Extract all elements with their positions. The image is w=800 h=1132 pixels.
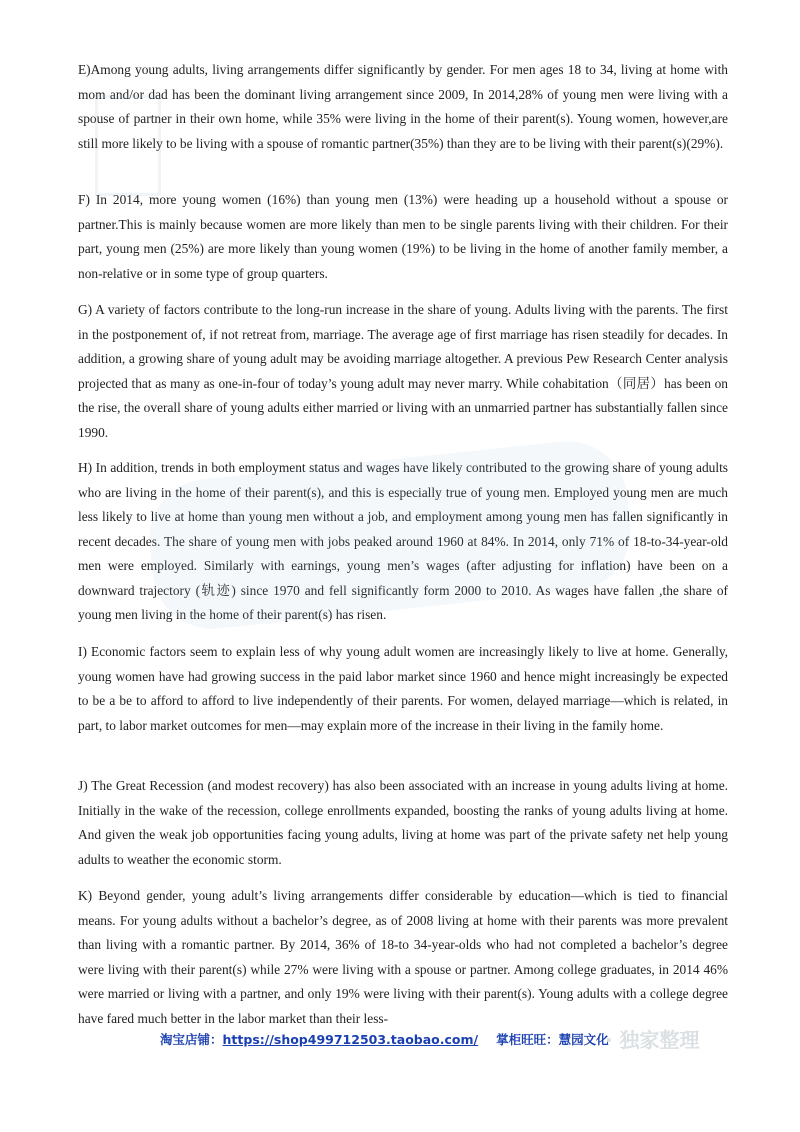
paragraph-k-text: K) Beyond gender, young adult’s living arrangements differ considerable by education—which is tied to financial means. For young adults without a bachelor’s degree, as of 2008 living at home with their parents was more prevalent than living with a romantic partner. By 2014, 36% of 18-to 34-year-olds who had not completed a bachelor’s degree were living with their parent(s) while 27% were living with a spouse or partner. Among college graduates, in 2014 46% were married or living with a partner, and only 19% were living with their parent(s). Young adults with a college degree have fared much better in the labor market than their less- bbox=[78, 888, 728, 1026]
paragraph-f-text: F) In 2014, more young women (16%) than young men (13%) were heading up a household without a spouse or partner.This is mainly because women are more likely than men to be single parents living with their children. For their part, young men (25%) are more likely than young women (19%) to be living in the home of another family member, a non-relative or in some type of group quarters. bbox=[78, 192, 728, 281]
paragraph-i-text: I) Economic factors seem to explain less of why young adult women are increasingly likely to live at home. Generally, young women have had growing success in the paid labor market since 1960 and hence might increasingly be expected to be a be to afford to afford to live independently of their parents. For women, delayed marriage—which is related, in part, to labor market outcomes for men—may explain more of the increase in their living in the family home. bbox=[78, 644, 728, 733]
footer-shop-link[interactable]: https://shop499712503.taobao.com/ bbox=[222, 1032, 479, 1047]
footer-watermark: · 独家整理 bbox=[605, 1028, 700, 1052]
paragraph-k bbox=[78, 884, 728, 1031]
paragraph-h-text: H) In addition, trends in both employment status and wages have likely contributed to the growing share of young adults who are living in the home of their parent(s), and this is especially true of young men. Employed young men are much less likely to live at home than young men without a job, and employment among young men has fallen significantly in recent decades. The share of young men with jobs peaked around 1960 at 84%. In 2014, only 71% of 18-to-34-year-old men were employed. Similarly with earnings, young men’s wages (after adjusting for inflation) have been on a downward trajectory (轨迹) since 1970 and fell significantly form 2000 to 2010. As wages have fallen ,the share of young men living in the home of their parent(s) has risen. bbox=[78, 460, 728, 622]
paragraph-j-text: J) The Great Recession (and modest recovery) has also been associated with an increase in young adults living at home. Initially in the wake of the recession, college enrollments expanded, boosting the ranks of young adults living at home. And given the weak job opportunities facing young adults, living at home was part of the private safety net help young adults to weather the economic storm. bbox=[78, 778, 728, 867]
paragraph-j bbox=[78, 774, 728, 872]
paragraph-e bbox=[78, 58, 728, 156]
paragraph-h bbox=[78, 456, 728, 628]
footer-bar bbox=[160, 1030, 609, 1048]
paragraph-f bbox=[78, 188, 728, 286]
footer-owner-label: 掌柜旺旺： bbox=[496, 1032, 559, 1047]
footer-owner-name: 慧园文化 bbox=[558, 1032, 609, 1047]
paragraph-i bbox=[78, 640, 728, 738]
footer-shop-label: 淘宝店铺： bbox=[160, 1032, 223, 1047]
paragraph-g-text: G) A variety of factors contribute to the long-run increase in the share of young. Adults living with the parents. The first in the postponement of, if not retreat from, marriage. The average age of first marriage has risen steadily for decades. In addition, a growing share of young adult may be avoiding marriage altogether. A previous Pew Research Center analysis projected that as many as one-in-four of today’s young adult may never marry. While cohabitation（同居）has been on the rise, the overall share of young adults either married or living with an unmarried partner has substantially fallen since 1990. bbox=[78, 302, 728, 440]
paragraph-e-text: E)Among young adults, living arrangements differ significantly by gender. For men ages 18 to 34, living at home with mom and/or dad has been the dominant living arrangement since 2009, In 2014,28% of young men were living with a spouse of partner in their own home, while 35% were living in the home of their parent(s). Young women, however,are still more likely to be living with a spouse of romantic partner(35%) than they are to be living with their parent(s)(29%). bbox=[78, 62, 728, 151]
paragraph-g bbox=[78, 298, 728, 445]
